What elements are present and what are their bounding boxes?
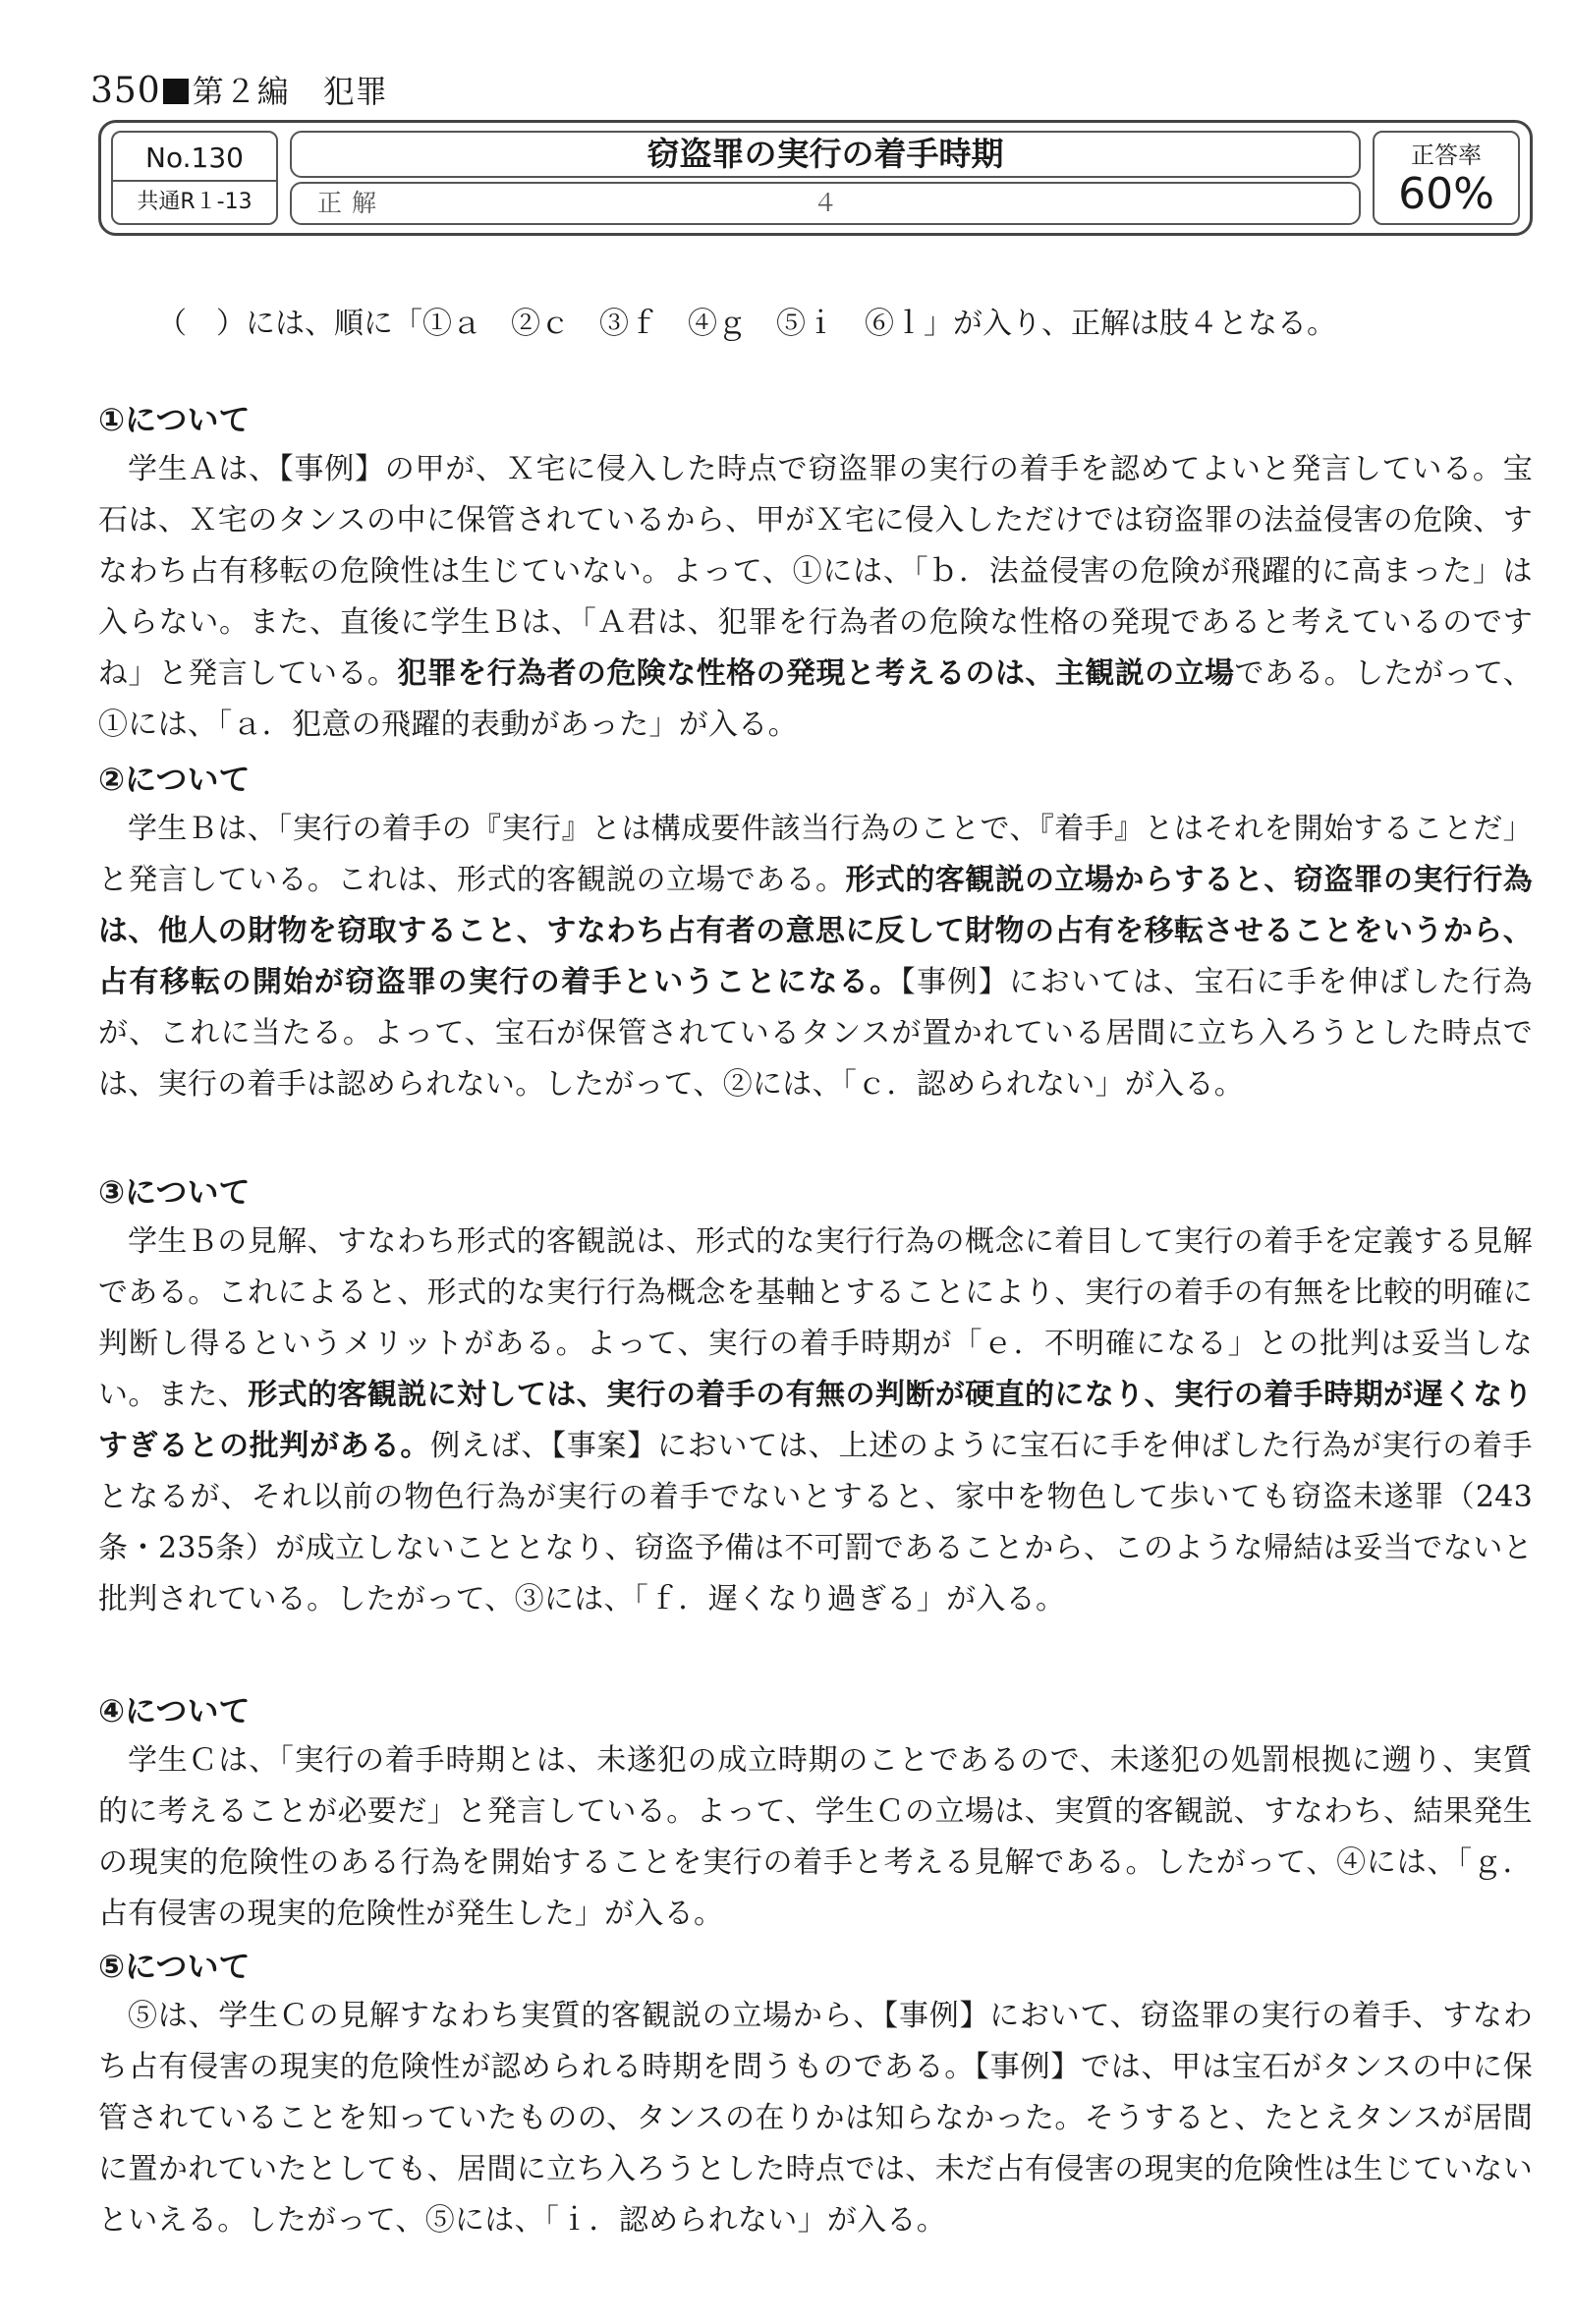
section-3 <box>98 1167 1533 1625</box>
section-heading: ⑤について <box>98 1948 251 1985</box>
answer-row <box>290 182 1361 225</box>
body-text: である。したがって、①には、「ａ．犯意の飛躍的表動があった」が入る。 <box>98 656 1534 742</box>
section-heading: ②について <box>98 761 251 798</box>
question-number: No.130 <box>113 137 276 182</box>
section-body <box>98 1735 1533 1940</box>
question-id-box <box>111 131 278 225</box>
question-source: 共通R１-13 <box>137 190 253 214</box>
section-body <box>98 444 1533 751</box>
answer-label: 正解 <box>317 189 387 217</box>
body-text: 例えば、【事案】においては、上述のように宝石に手を伸ばした行為が実行の着手となるが、それ以前の物色行為が実行の着手でないとすると、家中を物色して歩いても窃盗未遂罪（243条・235条）が成立しないこととなり、窃盗予備は不可罰であることから、このような帰結は妥当でないと批判されている。したがって、③には、「ｆ．遅くなり過ぎる」が入る。 <box>98 1429 1533 1616</box>
correct-rate-value: 60% <box>1398 169 1494 219</box>
section-heading: ③について <box>98 1173 251 1211</box>
body-text: 学生Ｂは、「実行の着手の『実行』とは構成要件該当行為のことで、『着手』とはそれを開始することだ」と発言している。これは、形式的客観説の立場である。 <box>98 812 1533 897</box>
intro-line: （ ）には、順に「①ａ ②ｃ ③ｆ ④ｇ ⑤ｉ ⑥ｌ」が入り、正解は肢４となる。 <box>157 307 1336 341</box>
question-title: 窃盗罪の実行の着手時期 <box>290 131 1361 178</box>
section-1 <box>98 395 1533 751</box>
chapter-label: 第２編 <box>192 73 290 110</box>
section-label: 犯罪 <box>322 73 388 110</box>
correct-rate-box <box>1373 131 1520 225</box>
body-text: 学生Ｂの見解、すなわち形式的客観説は、形式的な実行行為の概念に着目して実行の着手を定義する見解である。これによると、形式的な実行行為概念を基軸とすることにより、実行の着手の有無を比較的明確に判断し得るというメリットがある。よって、実行の着手時期が「ｅ．不明確になる」との批判は妥当しない。また、 <box>98 1224 1533 1412</box>
question-title-area <box>290 131 1361 225</box>
correct-rate-label: 正答率 <box>1411 142 1482 169</box>
question-box <box>98 120 1533 236</box>
square-icon <box>163 79 189 104</box>
section-4 <box>98 1686 1533 1940</box>
answer-value: ４ <box>813 189 838 217</box>
section-heading: ①について <box>98 401 251 438</box>
body-bold-text: 形式的客観説に対しては、実行の着手の有無の判断が硬直的になり、実行の着手時期が遅くなりすぎるとの批判がある。 <box>98 1378 1534 1463</box>
section-body <box>98 1991 1533 2246</box>
body-text: ⑤は、学生Ｃの見解すなわち実質的客観説の立場から、【事例】において、窃盗罪の実行の着手、すなわち占有侵害の現実的危険性が認められる時期を問うものである。【事例】では、甲は宝石がタンスの中に保管されていることを知っていたものの、タンスの在りかは知らなかった。そうすると、たとえタンスが居間に置かれていたとしても、居間に立ち入ろうとした時点では、未だ占有侵害の現実的危険性は生じていないといえる。したがって、⑤には、「ｉ．認められない」が入る。 <box>98 1999 1533 2238</box>
page-header <box>90 67 388 112</box>
body-bold-text: 犯罪を行為者の危険な性格の発現と考えるのは、主観説の立場 <box>397 656 1235 691</box>
body-bold-text: 形式的客観説の立場からすると、窃盗罪の実行行為は、他人の財物を窃取すること、すなわち占有者の意思に反して財物の占有を移転させることをいうから、占有移転の開始が窃盗罪の実行の着手ということになる。 <box>98 863 1534 999</box>
section-5 <box>98 1942 1533 2246</box>
section-body <box>98 1217 1533 1625</box>
body-text: 学生Ｃは、「実行の着手時期とは、未遂犯の成立時期のことであるので、未遂犯の処罰根拠に遡り、実質的に考えることが必要だ」と発言している。よって、学生Ｃの立場は、実質的客観説、すなわち、結果発生の現実的危険性のある行為を開始することを実行の着手と考える見解である。したがって、④には、「ｇ．占有侵害の現実的危険性が発生した」が入る。 <box>98 1743 1533 1931</box>
body-text: 学生Ａは、【事例】の甲が、Ｘ宅に侵入した時点で窃盗罪の実行の着手を認めてよいと発言している。宝石は、Ｘ宅のタンスの中に保管されているから、甲がＸ宅に侵入しただけでは窃盗罪の法益侵害の危険、すなわち占有移転の危険性は生じていない。よって、①には、「ｂ．法益侵害の危険が飛躍的に高まった」は入らない。また、直後に学生Ｂは、「Ａ君は、犯罪を行為者の危険な性格の発現であると考えているのですね」と発言している。 <box>98 452 1533 691</box>
section-2 <box>98 755 1533 1110</box>
body-text: 【事例】においては、宝石に手を伸ばした行為が、これに当たる。よって、宝石が保管されているタンスが置かれている居間に立ち入ろうとした時点では、実行の着手は認められない。したがって、②には、「ｃ．認められない」が入る。 <box>98 965 1533 1102</box>
section-heading: ④について <box>98 1692 251 1729</box>
page-number: 350 <box>90 71 161 111</box>
section-body <box>98 804 1533 1110</box>
